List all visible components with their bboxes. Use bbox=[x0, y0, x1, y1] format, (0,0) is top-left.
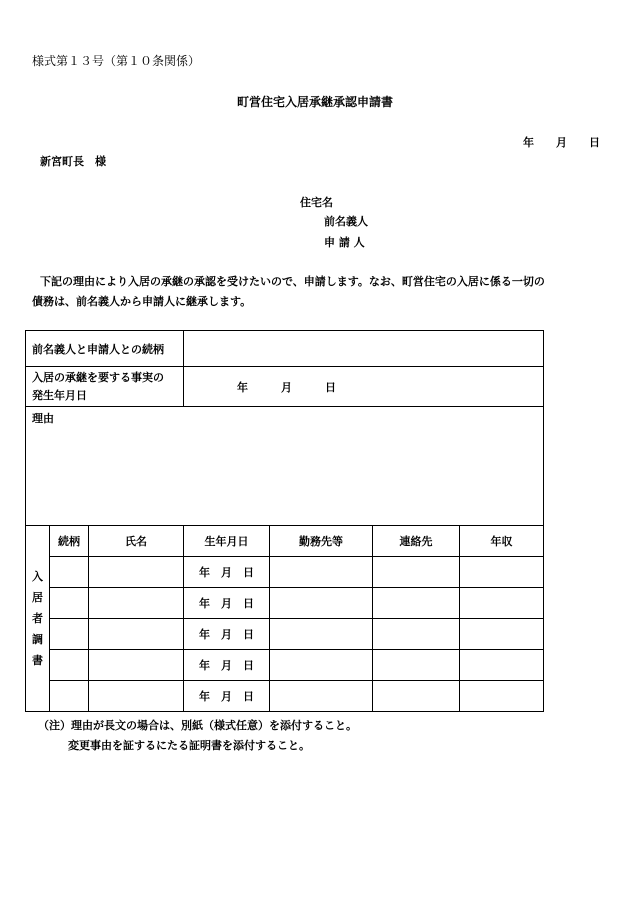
income-cell[interactable] bbox=[460, 619, 544, 650]
relationship-cell[interactable] bbox=[50, 681, 89, 712]
contact-cell[interactable] bbox=[373, 588, 460, 619]
housing-name-label: 住宅名 bbox=[300, 196, 333, 209]
table-row bbox=[26, 588, 544, 619]
addressee: 新宮町長 様 bbox=[40, 155, 106, 168]
birthdate-cell[interactable]: 年 月 日 bbox=[184, 619, 270, 650]
document-title: 町営住宅入居承継承認申請書 bbox=[236, 95, 393, 109]
name-cell[interactable] bbox=[89, 681, 184, 712]
income-cell[interactable] bbox=[460, 650, 544, 681]
income-cell[interactable] bbox=[460, 557, 544, 588]
relation-row bbox=[26, 331, 544, 367]
body-text bbox=[32, 272, 572, 312]
workplace-cell[interactable] bbox=[270, 619, 373, 650]
table-row bbox=[26, 650, 544, 681]
birthdate-cell[interactable]: 年 月 日 bbox=[184, 681, 270, 712]
name-cell[interactable] bbox=[89, 557, 184, 588]
previous-holder-label: 前名義人 bbox=[324, 215, 368, 228]
col-income: 年収 bbox=[460, 526, 544, 557]
relationship-cell[interactable] bbox=[50, 588, 89, 619]
birthdate-cell[interactable]: 年 月 日 bbox=[184, 588, 270, 619]
relationship-cell[interactable] bbox=[50, 557, 89, 588]
body-line-2: 債務は、前名義人から申請人に継承します。 bbox=[32, 295, 252, 308]
table-row bbox=[26, 619, 544, 650]
name-cell[interactable] bbox=[89, 619, 184, 650]
reason-row bbox=[26, 407, 544, 526]
reason-field[interactable] bbox=[26, 407, 544, 526]
workplace-cell[interactable] bbox=[270, 681, 373, 712]
note-line-1: （注）理由が長文の場合は、別紙（様式任意）を添付すること。 bbox=[38, 719, 357, 732]
name-cell[interactable] bbox=[89, 650, 184, 681]
body-line-1: 下記の理由により入居の承継の承認を受けたいので、申請します。なお、町営住宅の入居に係る一切の bbox=[40, 275, 545, 288]
event-date-field[interactable]: 年 月 日 bbox=[184, 367, 544, 407]
contact-cell[interactable] bbox=[373, 557, 460, 588]
application-table bbox=[25, 330, 544, 712]
header-row bbox=[26, 526, 544, 557]
col-contact: 連絡先 bbox=[373, 526, 460, 557]
table-row bbox=[26, 557, 544, 588]
col-birthdate: 生年月日 bbox=[184, 526, 270, 557]
reason-label: 理由 bbox=[32, 412, 54, 425]
relationship-cell[interactable] bbox=[50, 650, 89, 681]
relation-label: 前名義人と申請人との続柄 bbox=[26, 331, 184, 367]
workplace-cell[interactable] bbox=[270, 588, 373, 619]
workplace-cell[interactable] bbox=[270, 557, 373, 588]
col-name: 氏名 bbox=[89, 526, 184, 557]
name-cell[interactable] bbox=[89, 588, 184, 619]
date-line: 年 月 日 bbox=[523, 136, 600, 149]
event-date-row bbox=[26, 367, 544, 407]
contact-cell[interactable] bbox=[373, 650, 460, 681]
col-workplace: 勤務先等 bbox=[270, 526, 373, 557]
relation-field[interactable] bbox=[184, 331, 544, 367]
form-number: 様式第１３号（第１０条関係） bbox=[32, 54, 201, 68]
note-line-2: 変更事由を証するにたる証明書を添付すること。 bbox=[68, 739, 310, 752]
contact-cell[interactable] bbox=[373, 619, 460, 650]
income-cell[interactable] bbox=[460, 681, 544, 712]
event-date-label: 入居の承継を要する事実の 発生年月日 bbox=[26, 367, 184, 407]
relationship-cell[interactable] bbox=[50, 619, 89, 650]
residents-survey-side-label: 入 居 者 調 書 bbox=[26, 526, 50, 712]
col-relationship: 続柄 bbox=[50, 526, 89, 557]
contact-cell[interactable] bbox=[373, 681, 460, 712]
workplace-cell[interactable] bbox=[270, 650, 373, 681]
applicant-label: 申 請 人 bbox=[324, 236, 365, 249]
income-cell[interactable] bbox=[460, 588, 544, 619]
birthdate-cell[interactable]: 年 月 日 bbox=[184, 557, 270, 588]
table-row bbox=[26, 681, 544, 712]
birthdate-cell[interactable]: 年 月 日 bbox=[184, 650, 270, 681]
